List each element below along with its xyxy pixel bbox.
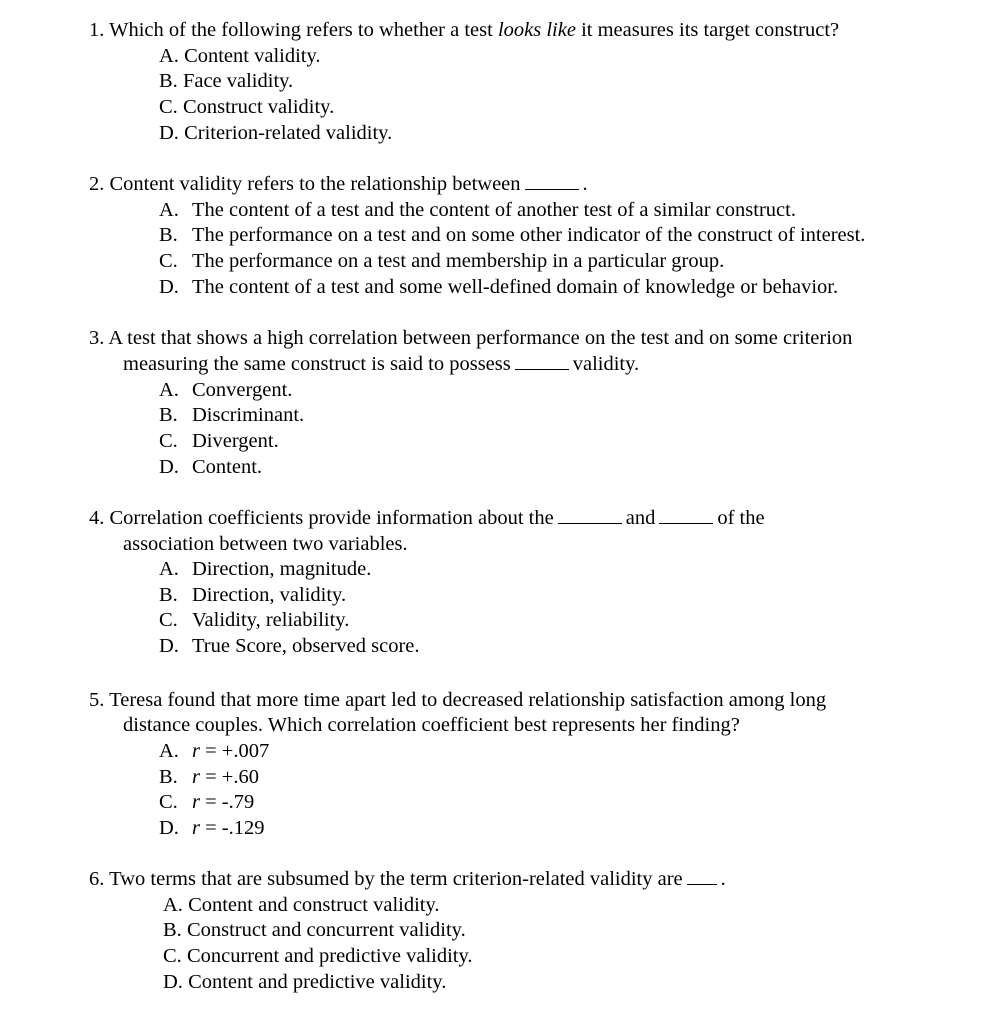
question-3-stem xyxy=(89,325,852,351)
option-text: = +.007 xyxy=(199,740,270,762)
answer-option-5c[interactable] xyxy=(159,789,254,815)
option-text: Construct and concurrent validity. xyxy=(186,919,466,941)
answer-option-2a[interactable] xyxy=(159,197,796,223)
option-letter: A. xyxy=(159,199,179,221)
option-text: The content of a test and the content of another test of a similar construct. xyxy=(192,199,796,221)
answer-option-3d[interactable] xyxy=(159,454,262,480)
answer-option-4b[interactable] xyxy=(159,582,346,608)
answer-option-2b[interactable] xyxy=(159,222,865,248)
question-text: . xyxy=(582,173,588,195)
question-number: 3. xyxy=(89,327,105,349)
question-emphasis: looks like xyxy=(497,19,576,41)
option-letter: D. xyxy=(159,817,179,839)
question-text: and xyxy=(625,507,656,529)
question-5-stem-continued xyxy=(123,712,740,738)
option-text: Direction, magnitude. xyxy=(192,558,372,580)
option-text: Criterion-related validity. xyxy=(184,122,393,144)
option-letter: D. xyxy=(163,971,183,993)
answer-option-1d[interactable] xyxy=(159,120,392,146)
option-letter: D. xyxy=(159,635,179,657)
option-letter: C. xyxy=(159,430,178,452)
question-text: Which of the following refers to whether a test xyxy=(109,19,498,41)
option-letter: A. xyxy=(159,740,179,762)
question-text: . xyxy=(720,868,726,890)
answer-option-6a[interactable] xyxy=(163,892,440,918)
option-text: = -.129 xyxy=(199,817,265,839)
option-text: The performance on a test and on some other indicator of the construct of interest. xyxy=(192,224,866,246)
option-letter: D. xyxy=(159,122,179,144)
answer-option-1c[interactable] xyxy=(159,94,334,120)
question-4-stem-continued xyxy=(123,531,408,557)
question-number: 1. xyxy=(89,19,105,41)
question-text: Two terms that are subsumed by the term criterion-related validity are xyxy=(109,868,683,890)
question-3-stem-continued xyxy=(123,351,639,377)
option-text: The performance on a test and membership in a particular group. xyxy=(192,250,725,272)
option-text: Direction, validity. xyxy=(192,584,347,606)
option-text: Discriminant. xyxy=(192,404,305,426)
question-1-stem xyxy=(89,17,839,43)
question-text: association between two variables. xyxy=(123,533,408,555)
option-letter: B. xyxy=(159,404,178,426)
option-text: The content of a test and some well-defined domain of knowledge or behavior. xyxy=(192,276,839,298)
question-text: distance couples. Which correlation coefficient best represents her finding? xyxy=(123,714,740,736)
answer-option-6b[interactable] xyxy=(163,917,466,943)
option-text: Face validity. xyxy=(182,70,294,92)
question-text: of the xyxy=(717,507,765,529)
option-letter: C. xyxy=(159,96,178,118)
option-letter: C. xyxy=(159,791,178,813)
answer-option-4d[interactable] xyxy=(159,633,420,659)
answer-blank xyxy=(515,351,569,370)
option-letter: B. xyxy=(159,224,178,246)
option-text: Convergent. xyxy=(192,379,293,401)
question-text: Correlation coefficients provide information about the xyxy=(109,507,554,529)
answer-blank xyxy=(687,866,717,885)
option-text: Divergent. xyxy=(192,430,279,452)
option-letter: B. xyxy=(159,766,178,788)
option-text: Concurrent and predictive validity. xyxy=(186,945,473,967)
variable-r: r xyxy=(192,817,200,839)
option-letter: B. xyxy=(159,70,178,92)
question-number: 4. xyxy=(89,507,105,529)
question-number: 2. xyxy=(89,173,105,195)
option-letter: B. xyxy=(163,919,182,941)
answer-option-6c[interactable] xyxy=(163,943,473,969)
answer-option-5b[interactable] xyxy=(159,764,259,790)
option-letter: A. xyxy=(159,558,179,580)
option-letter: A. xyxy=(159,379,179,401)
answer-blank xyxy=(525,171,579,190)
answer-option-2d[interactable] xyxy=(159,274,838,300)
answer-option-1b[interactable] xyxy=(159,68,293,94)
question-text: A test that shows a high correlation between performance on the test and on some criterion xyxy=(108,327,853,349)
question-4-stem xyxy=(89,505,765,531)
option-letter: C. xyxy=(159,250,178,272)
answer-option-1a[interactable] xyxy=(159,43,321,69)
variable-r: r xyxy=(192,740,200,762)
option-text: Content validity. xyxy=(184,45,321,67)
answer-option-5a[interactable] xyxy=(159,738,269,764)
question-text: measuring the same construct is said to possess xyxy=(123,353,511,375)
answer-option-2c[interactable] xyxy=(159,248,724,274)
answer-option-4a[interactable] xyxy=(159,556,371,582)
answer-option-3c[interactable] xyxy=(159,428,279,454)
question-text: Teresa found that more time apart led to decreased relationship satisfaction among long xyxy=(109,689,827,711)
option-text: True Score, observed score. xyxy=(192,635,420,657)
answer-blank xyxy=(558,505,622,524)
question-number: 6. xyxy=(89,868,105,890)
variable-r: r xyxy=(192,791,200,813)
option-text: Content. xyxy=(192,456,263,478)
option-letter: B. xyxy=(159,584,178,606)
question-5-stem xyxy=(89,687,826,713)
question-text: validity. xyxy=(572,353,640,375)
option-letter: A. xyxy=(163,894,183,916)
question-text: it measures its target construct? xyxy=(575,19,840,41)
answer-option-5d[interactable] xyxy=(159,815,265,841)
option-letter: C. xyxy=(159,609,178,631)
answer-option-6d[interactable] xyxy=(163,969,446,995)
question-6-stem xyxy=(89,866,726,892)
answer-option-3a[interactable] xyxy=(159,377,292,403)
answer-blank xyxy=(659,505,713,524)
question-2-stem xyxy=(89,171,588,197)
question-number: 5. xyxy=(89,689,105,711)
answer-option-3b[interactable] xyxy=(159,402,304,428)
option-text: = +.60 xyxy=(199,766,259,788)
answer-option-4c[interactable] xyxy=(159,607,349,633)
option-text: Content and construct validity. xyxy=(188,894,440,916)
option-letter: A. xyxy=(159,45,179,67)
option-letter: C. xyxy=(163,945,182,967)
question-text: Content validity refers to the relationship between xyxy=(109,173,521,195)
option-text: = -.79 xyxy=(199,791,255,813)
option-text: Construct validity. xyxy=(182,96,335,118)
variable-r: r xyxy=(192,766,200,788)
option-text: Validity, reliability. xyxy=(192,609,350,631)
option-letter: D. xyxy=(159,456,179,478)
option-text: Content and predictive validity. xyxy=(188,971,447,993)
option-letter: D. xyxy=(159,276,179,298)
